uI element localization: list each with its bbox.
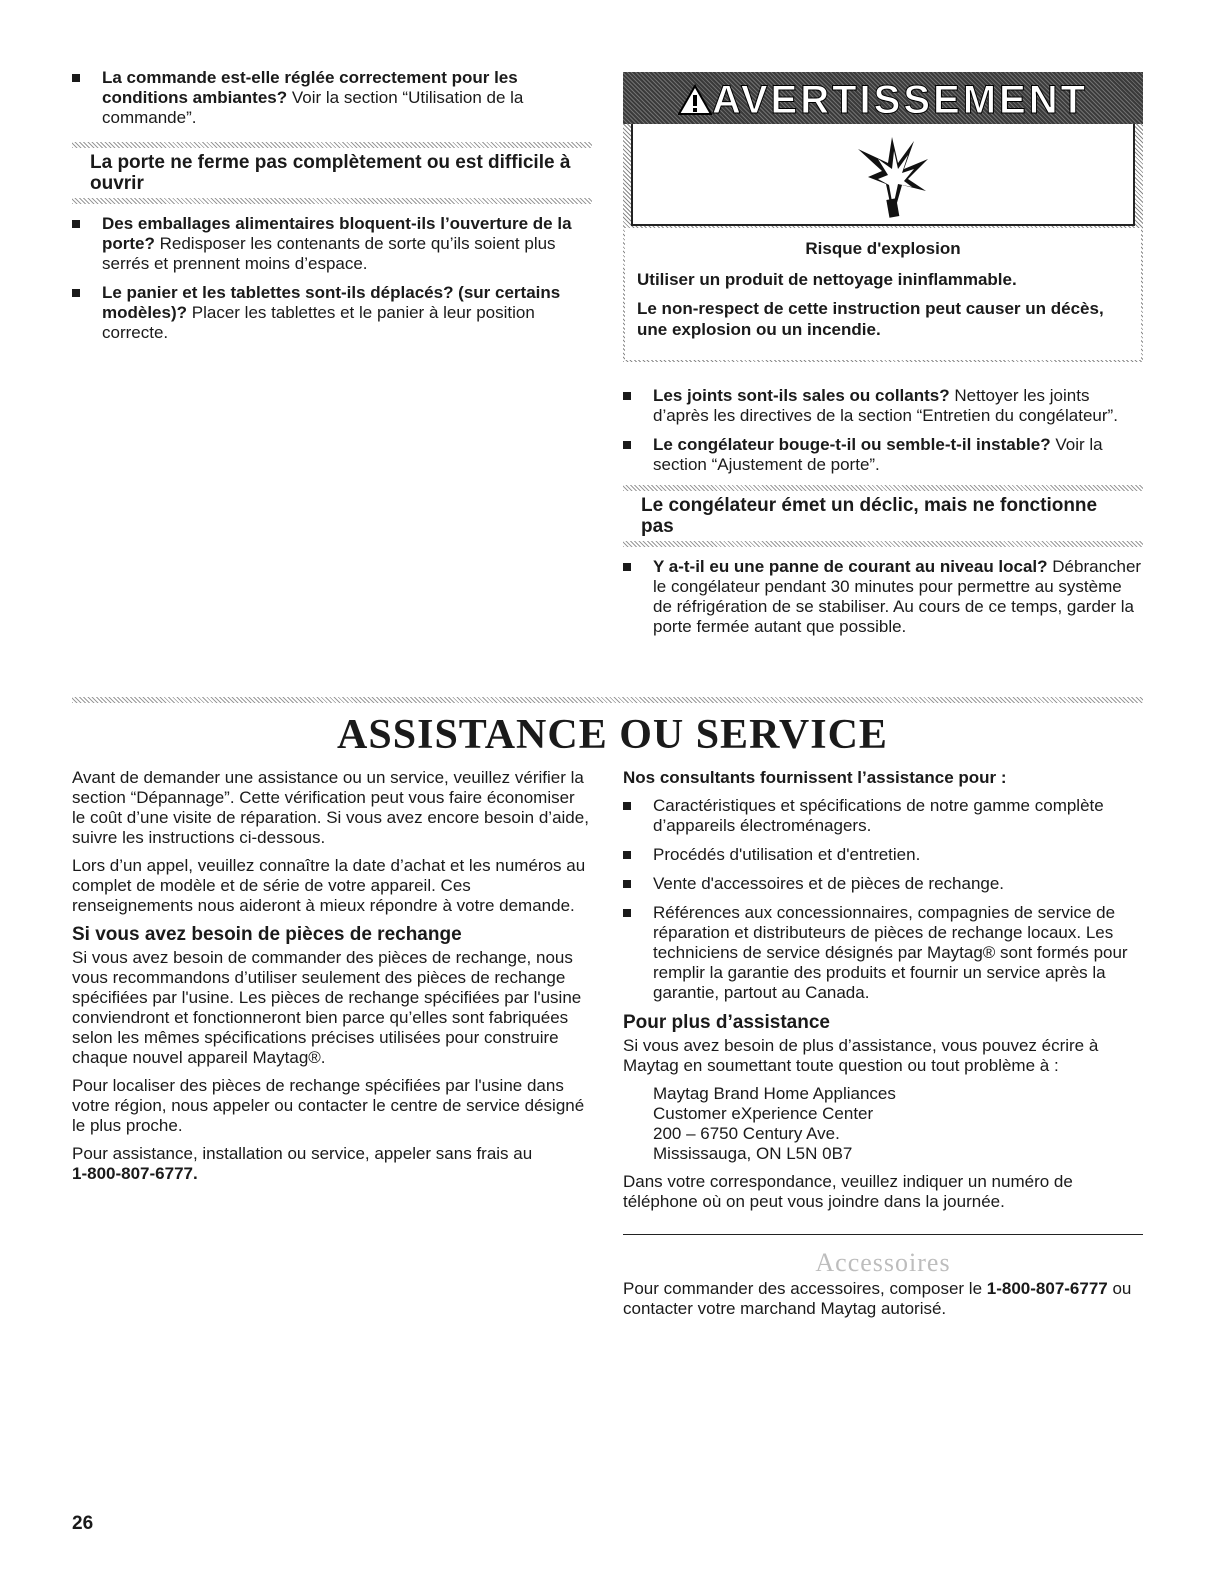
paragraph: Pour assistance, installation ou service, appeler sans frais au 1-800-807-6777. — [72, 1144, 533, 1183]
section-heading: La porte ne ferme pas complètement ou est difficile à ouvrir — [90, 152, 571, 194]
divider — [72, 198, 592, 204]
list-item: Le panier et les tablettes sont-ils déplacés? (sur certains modèles)? Placer les tablettes et le panier à leur position correcte. — [72, 283, 592, 343]
accessories-title: Accessoires — [815, 1248, 951, 1277]
explosion-icon — [848, 129, 938, 219]
more-assistance-heading: Pour plus d’assistance — [623, 1012, 830, 1033]
page-number: 26 — [72, 1513, 94, 1534]
paragraph: Dans votre correspondance, veuillez indiquer un numéro de téléphone où on peut vous joindre dans la journée. — [623, 1172, 1073, 1211]
divider — [623, 541, 1143, 547]
list-item: Les joints sont-ils sales ou collants? Nettoyer les joints d’après les directives de la section “Entretien du congélateur”. — [623, 386, 1143, 426]
accessories-rule — [623, 1234, 1143, 1235]
phone-number: 1-800-807-6777 — [986, 1279, 1108, 1298]
list-item: Caractéristiques et spécifications de notre gamme complète d’appareils électroménagers. — [623, 796, 1143, 836]
parts-heading: Si vous avez besoin de pièces de rechange — [72, 924, 462, 945]
bullet-list — [72, 68, 592, 128]
section-heading: Le congélateur émet un déclic, mais ne fonctionne pas — [641, 495, 1098, 537]
warning-risk: Risque d'explosion — [805, 239, 961, 258]
warning-title: AVERTISSEMENT — [711, 78, 1089, 122]
list-item: Y a-t-il eu une panne de courant au niveau local? Débrancher le congélateur pendant 30 minutes pour permettre au système de réfrigération de se stabiliser. Au cours de ce temps, garder la porte fermée autant que possible. — [623, 557, 1143, 637]
bullet-icon — [623, 802, 631, 810]
list-item: Le congélateur bouge-t-il ou semble-t-il instable? Voir la section “Ajustement de porte”. — [623, 435, 1143, 475]
list-item: Références aux concessionnaires, compagnies de service de réparation et distributeurs de pièces de rechange locaux. Les techniciens de service désignés par Maytag® sont formés pour remplir la garantie des produits et fournir un service après la garantie, partout au Canada. — [623, 903, 1143, 1003]
bullet-icon — [72, 220, 80, 228]
bullet-list — [623, 386, 1143, 475]
warning-text-panel — [625, 228, 1141, 360]
warning-line-1: Utiliser un produit de nettoyage ininflammable. — [637, 270, 1017, 289]
left-top-section — [72, 68, 592, 352]
section-title: ASSISTANCE OU SERVICE — [337, 712, 888, 758]
warning-image-panel — [631, 124, 1135, 226]
bullet-icon — [72, 74, 80, 82]
mailing-address: Maytag Brand Home Appliances Customer eXperience Center 200 – 6750 Century Ave. Mississauga, ON L5N 0B7 — [653, 1084, 896, 1163]
paragraph: Si vous avez besoin de commander des pièces de rechange, nous vous recommandons d’utiliser seulement des pièces de rechange spécifiées par l'usine. Les pièces de rechange spécifiées par l'usine conviendront et fonctionneront bien parce qu’elles sont fabriquées selon les mêmes spécifications précises utilisées pour construire chaque nouvel appareil Maytag®. — [72, 948, 582, 1067]
section-divider — [72, 697, 1143, 703]
list-item: Procédés d'utilisation et d'entretien. — [623, 845, 1143, 865]
list-item: Vente d'accessoires et de pièces de rechange. — [623, 874, 1143, 894]
paragraph: Si vous avez besoin de plus d’assistance, vous pouvez écrire à Maytag en soumettant toute question ou tout problème à : — [623, 1036, 1099, 1075]
warning-header — [623, 72, 1143, 124]
right-column — [623, 768, 1143, 1327]
paragraph: Pour commander des accessoires, composer le 1-800-807-6777 ou contacter votre marchand Maytag autorisé. — [623, 1279, 1132, 1318]
consultants-heading: Nos consultants fournissent l’assistance pour : — [623, 768, 1007, 787]
warning-line-2: Le non-respect de cette instruction peut causer un décès, une explosion ou un incendie. — [637, 299, 1104, 339]
bullet-icon — [623, 880, 631, 888]
bullet-icon — [623, 851, 631, 859]
left-column — [72, 768, 592, 1192]
bullet-list — [72, 214, 592, 343]
paragraph: Pour localiser des pièces de rechange spécifiées par l'usine dans votre région, nous appeler ou contacter le centre de service désigné le plus proche. — [72, 1076, 585, 1135]
bullet-icon — [623, 441, 631, 449]
warning-triangle-icon — [678, 84, 712, 116]
bullet-list — [623, 557, 1143, 637]
paragraph: Avant de demander une assistance ou un service, veuillez vérifier la section “Dépannage”. Cette vérification peut vous faire économiser le coût d’une visite de réparation. Si vous avez encore besoin d’aide, suivre les instructions ci-dessous. — [72, 768, 589, 847]
bullet-icon — [72, 289, 80, 297]
services-list — [623, 796, 1143, 1003]
warning-frame — [623, 124, 1143, 362]
list-item: Des emballages alimentaires bloquent-ils l’ouverture de la porte? Redisposer les contenants de sorte qu’ils soient plus serrés et prennent moins d’espace. — [72, 214, 592, 274]
warning-box — [623, 72, 1143, 362]
bullet-icon — [623, 392, 631, 400]
right-top-section — [623, 386, 1143, 646]
phone-number: 1-800-807-6777. — [72, 1164, 198, 1183]
bullet-icon — [623, 563, 631, 571]
paragraph: Lors d’un appel, veuillez connaître la date d’achat et les numéros au complet de modèle et de série de votre appareil. Ces renseignements nous aideront à mieux répondre à votre demande. — [72, 856, 586, 915]
list-item: La commande est-elle réglée correctement pour les conditions ambiantes? Voir la section “Utilisation de la commande”. — [72, 68, 592, 128]
bullet-icon — [623, 909, 631, 917]
